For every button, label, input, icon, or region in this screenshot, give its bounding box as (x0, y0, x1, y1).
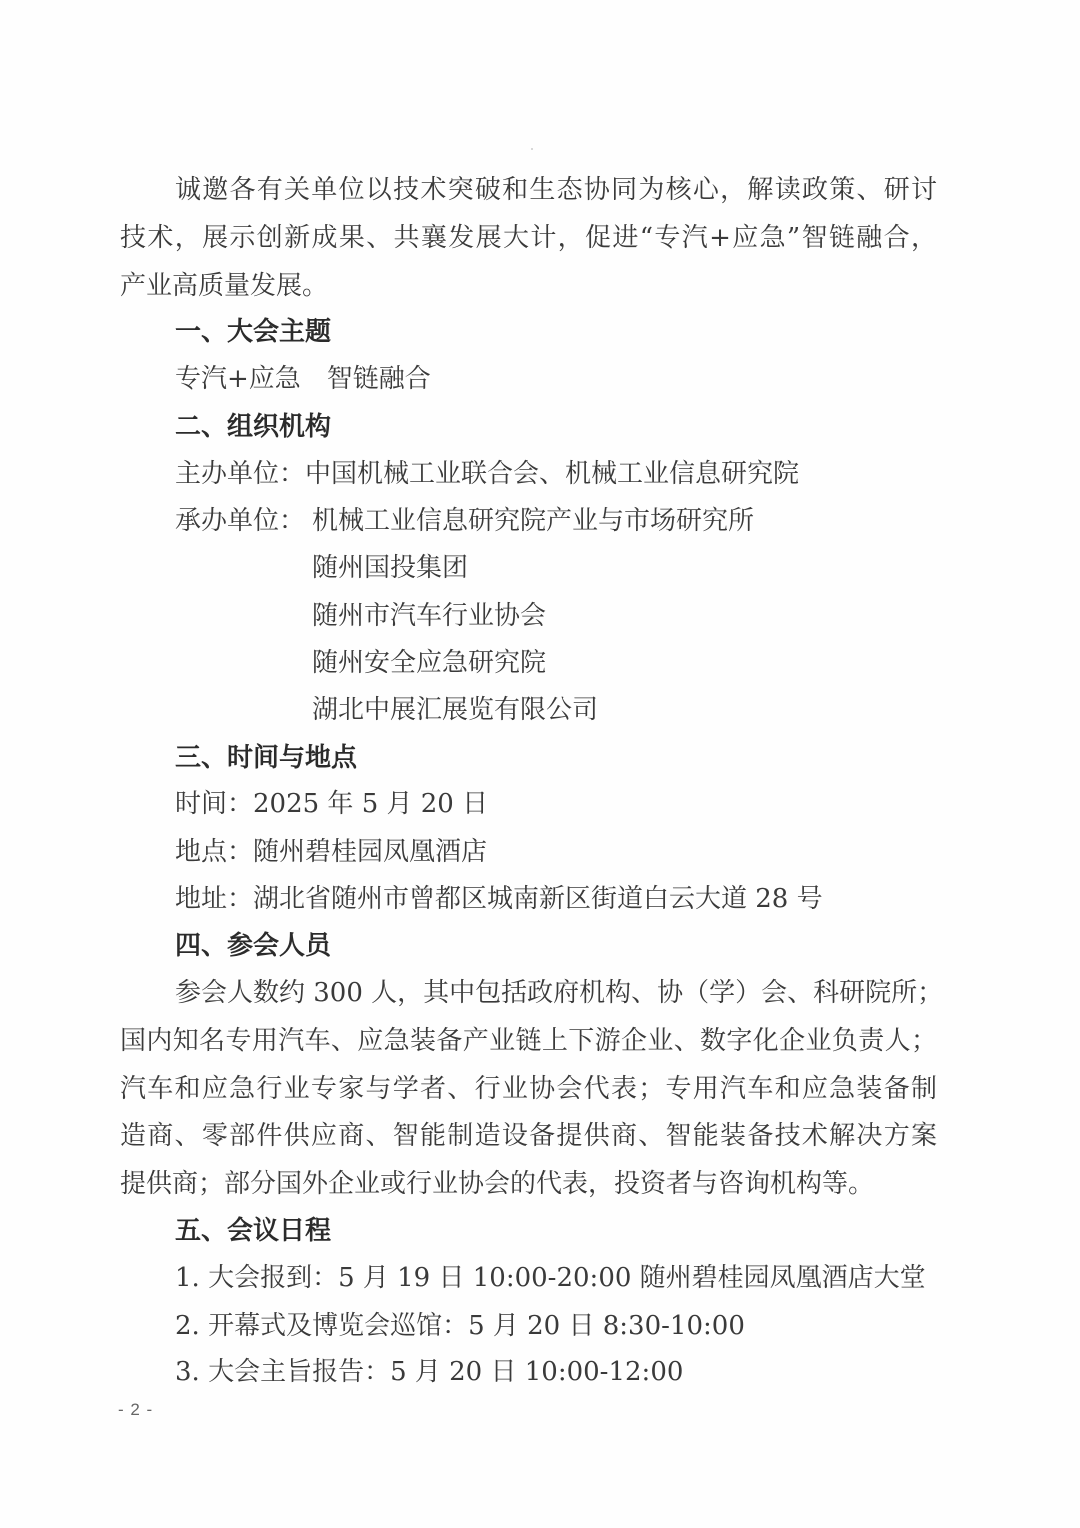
page-number: - 2 - (118, 1400, 154, 1419)
address-line: 地址：湖北省随州市曾都区城南新区街道白云大道 28 号 (175, 884, 823, 914)
attendees-line-5: 提供商；部分国外企业或行业协会的代表，投资者与咨询机构等。 (120, 1169, 875, 1199)
theme-text: 专汽+应急 智链融合 (175, 364, 431, 394)
section-heading-theme: 一、大会主题 (175, 317, 332, 347)
organizer-label: 承办单位： (175, 506, 306, 536)
attendees-line-2: 国内知名专用汽车、应急装备产业链上下游企业、数字化企业负责人； (120, 1026, 937, 1056)
host-line: 主办单位：中国机械工业联合会、机械工业信息研究院 (175, 459, 800, 489)
section-heading-schedule: 五、会议日程 (175, 1216, 332, 1246)
section-heading-time-place: 三、时间与地点 (175, 743, 358, 773)
organizer-item: 随州市汽车行业协会 (312, 601, 547, 631)
organizer-item: 湖北中展汇展览有限公司 (312, 695, 599, 725)
intro-line-1: 诚邀各有关单位以技术突破和生态协同为核心，解读政策、研讨 (175, 175, 937, 205)
schedule-item: 1. 大会报到：5 月 19 日 10:00-20:00 随州碧桂园凤凰酒店大堂 (175, 1263, 926, 1293)
scan-speck (531, 148, 533, 150)
intro-line-3: 产业高质量发展。 (120, 271, 329, 301)
section-heading-organization: 二、组织机构 (175, 412, 332, 442)
venue-line: 地点：随州碧桂园凤凰酒店 (175, 837, 488, 867)
attendees-line-1: 参会人数约 300 人，其中包括政府机构、协（学）会、科研院所； (175, 978, 944, 1008)
attendees-line-3: 汽车和应急行业专家与学者、行业协会代表；专用汽车和应急装备制 (120, 1074, 937, 1104)
intro-line-2: 技术，展示创新成果、共襄发展大计，促进“专汽+应急”智链融合， (120, 223, 937, 253)
schedule-item: 2. 开幕式及博览会巡馆：5 月 20 日 8:30-10:00 (175, 1311, 745, 1341)
organizer-item: 随州国投集团 (312, 553, 469, 583)
organizer-item: 随州安全应急研究院 (312, 648, 547, 678)
schedule-item: 3. 大会主旨报告：5 月 20 日 10:00-12:00 (175, 1357, 684, 1387)
section-heading-attendees: 四、参会人员 (175, 931, 332, 961)
attendees-line-4: 造商、零部件供应商、智能制造设备提供商、智能装备技术解决方案 (120, 1121, 937, 1151)
organizer-item: 机械工业信息研究院产业与市场研究所 (312, 506, 755, 536)
time-line: 时间：2025 年 5 月 20 日 (175, 789, 489, 819)
